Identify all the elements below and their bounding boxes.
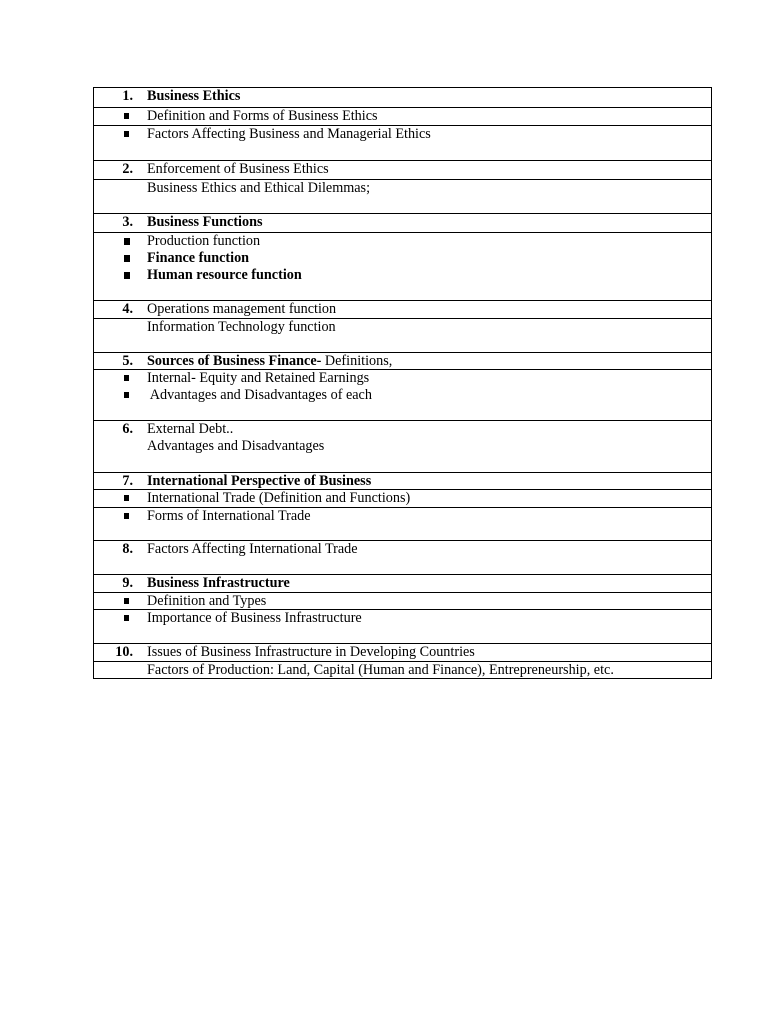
bullet-text: Importance of Business Infrastructure [147,610,362,626]
bullet-icon [94,370,139,387]
section-title-rest: Definitions, [321,353,393,369]
section-9-row [94,574,711,592]
sub-text: Factors of Production: Land, Capital (Human and Finance), Entrepreneurship, etc. [147,662,614,678]
sub-row [94,661,711,678]
section-title-bold: Sources of Business Finance- [147,353,322,369]
section-number: 1. [122,88,133,104]
sub-text: Advantages and Disadvantages [147,438,325,454]
bullet-group-row [94,369,711,420]
bullet-text: Factors Affecting Business and Managerial Ethics [147,126,431,142]
section-title: Business Functions [147,214,263,230]
section-2-row [94,160,711,179]
sub-text: Business Ethics and Ethical Dilemmas; [147,180,371,196]
section-title: Factors Affecting International Trade [147,541,358,557]
bullet-text: Advantages and Disadvantages of each [147,387,372,403]
course-outline-table [93,87,712,679]
section-title: Business Infrastructure [147,575,290,591]
section-1-row [94,88,711,107]
bullet-row [94,489,711,507]
bullet-text: Definition and Types [147,593,267,609]
bullet-icon [94,233,139,250]
bullet-row [94,107,711,125]
section-title: International Perspective of Business [147,473,372,489]
section-number: 7. [122,473,133,489]
bullet-icon [94,267,139,284]
bullet-row [94,125,711,160]
bullet-icon [94,250,139,267]
section-title: Enforcement of Business Ethics [147,161,329,177]
bullet-line [94,370,711,387]
bullet-text: Internal- Equity and Retained Earnings [147,370,370,386]
section-number: 8. [122,541,133,557]
sub-row [94,318,711,352]
bullet-line [94,250,711,267]
bullet-line [94,233,711,250]
section-number: 3. [122,214,133,230]
section-7-row [94,472,711,489]
bullet-row [94,507,711,540]
section-8-row [94,540,711,574]
bullet-text: Forms of International Trade [147,508,311,524]
section-number: 10. [115,644,133,660]
section-title: External Debt.. [147,421,234,437]
bullet-row [94,592,711,609]
section-title: Issues of Business Infrastructure in Developing Countries [147,644,475,660]
section-number: 5. [122,353,133,369]
section-title [139,353,711,370]
section-number: 6. [122,421,133,437]
bullet-row [94,609,711,643]
section-6-row [94,420,711,472]
bullet-icon [94,387,139,404]
bullet-text: Human resource function [147,267,302,283]
section-4-row [94,300,711,318]
section-title: Operations management function [147,301,337,317]
section-10-row [94,643,711,661]
bullet-text: Definition and Forms of Business Ethics [147,108,378,124]
section-3-row [94,213,711,232]
section-5-row [94,352,711,369]
section-number: 2. [122,161,133,177]
bullet-group-row [94,232,711,300]
sub-text: Information Technology function [147,319,336,335]
bullet-text: Finance function [147,250,250,266]
section-number: 9. [122,575,133,591]
bullet-line [94,267,711,284]
sub-row [94,179,711,213]
section-number: 4. [122,301,133,317]
section-title: Business Ethics [147,88,241,104]
bullet-text: International Trade (Definition and Functions) [147,490,411,506]
bullet-text: Production function [147,233,261,249]
bullet-line [94,387,711,404]
